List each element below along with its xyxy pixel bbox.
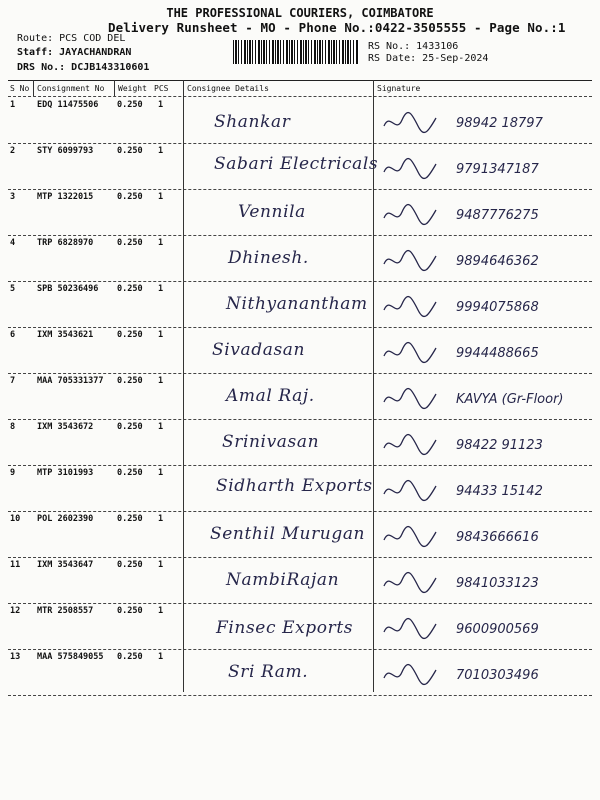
row-weight: 0.250 (117, 468, 143, 478)
row-sno: 3 (10, 192, 16, 202)
row-consignee: Amal Raj. (226, 386, 315, 406)
row-consignment-no: POL 2602390 (37, 514, 94, 524)
table-row (0, 558, 600, 604)
row-weight: 0.250 (117, 330, 143, 340)
row-sno: 7 (10, 376, 16, 386)
row-consignment-no: IXM 3543647 (37, 560, 94, 570)
row-consignee: Sri Ram. (228, 662, 309, 682)
runsheet-title: Delivery Runsheet - MO - Phone No.:0422-3505555 - Page No.:1 (108, 20, 566, 35)
row-consignment-no: TRP 6828970 (37, 238, 94, 248)
row-pcs: 1 (158, 606, 164, 616)
row-sno: 6 (10, 330, 16, 340)
row-consignee: Srinivasan (222, 432, 320, 452)
row-sno: 4 (10, 238, 16, 248)
table-header-rule (8, 96, 592, 97)
row-signature (374, 558, 592, 602)
signature-scribble (380, 292, 440, 322)
signature-phone: 9994075868 (456, 300, 539, 315)
signature-phone: 94433 15142 (456, 484, 543, 499)
row-weight: 0.250 (117, 192, 143, 202)
row-signature (374, 328, 592, 372)
table-row (0, 512, 600, 558)
row-consignment-no: EDQ 11475506 (37, 100, 99, 110)
table-row (0, 328, 600, 374)
row-signature (374, 650, 592, 694)
signature-phone: 9894646362 (456, 254, 539, 269)
signature-phone: KAVYA (Gr-Floor) (456, 392, 564, 407)
signature-scribble (380, 154, 440, 184)
row-weight: 0.250 (117, 606, 143, 616)
col-sep (114, 80, 115, 96)
row-consignment-no: IXM 3543672 (37, 422, 94, 432)
row-sno: 10 (10, 514, 21, 524)
table-row (0, 282, 600, 328)
row-separator (8, 695, 592, 696)
row-signature (374, 236, 592, 280)
row-consignee: Finsec Exports (216, 618, 354, 638)
row-consignment-no: IXM 3543621 (37, 330, 94, 340)
table-row (0, 98, 600, 144)
row-consignment-no: MTP 3101993 (37, 468, 94, 478)
row-weight: 0.250 (117, 514, 143, 524)
row-sno: 9 (10, 468, 16, 478)
signature-scribble (380, 614, 440, 644)
table-row (0, 604, 600, 650)
header-weight: Weight (118, 84, 147, 93)
row-sno: 1 (10, 100, 16, 110)
signature-scribble (380, 108, 440, 138)
signature-phone: 98422 91123 (456, 438, 543, 453)
row-sno: 5 (10, 284, 16, 294)
row-consignment-no: SPB 50236496 (37, 284, 99, 294)
row-weight: 0.250 (117, 284, 143, 294)
signature-scribble (380, 246, 440, 276)
signature-scribble (380, 430, 440, 460)
header-consignment: Consignment No (37, 84, 105, 93)
route-label: Route: PCS COD DEL (17, 33, 126, 44)
barcode (233, 40, 359, 64)
signature-scribble (380, 476, 440, 506)
header-sno: S No (10, 84, 30, 93)
row-pcs: 1 (158, 652, 164, 662)
signature-scribble (380, 384, 440, 414)
row-consignee: Sabari Electricals (214, 154, 379, 174)
signature-phone: 9487776275 (456, 208, 539, 223)
row-pcs: 1 (158, 284, 164, 294)
table-row (0, 144, 600, 190)
row-consignee: Sidharth Exports (216, 476, 373, 496)
company-name: THE PROFESSIONAL COURIERS, COIMBATORE (166, 6, 434, 20)
table-row (0, 420, 600, 466)
row-weight: 0.250 (117, 560, 143, 570)
staff-label: Staff: JAYACHANDRAN (17, 47, 132, 58)
row-pcs: 1 (158, 100, 164, 110)
row-sno: 11 (10, 560, 21, 570)
row-pcs: 1 (158, 560, 164, 570)
row-sno: 13 (10, 652, 21, 662)
col-sep (33, 80, 34, 96)
signature-phone: 9843666616 (456, 530, 539, 545)
table-row (0, 190, 600, 236)
table-row (0, 466, 600, 512)
row-signature (374, 374, 592, 418)
signature-phone: 9841033123 (456, 576, 539, 591)
signature-scribble (380, 522, 440, 552)
header-signature: Signature (377, 84, 421, 93)
row-pcs: 1 (158, 422, 164, 432)
table-top-rule (8, 80, 592, 81)
row-sno: 8 (10, 422, 16, 432)
row-signature (374, 282, 592, 326)
signature-phone: 9944488665 (456, 346, 539, 361)
row-consignee: Shankar (214, 112, 291, 132)
row-consignee: Nithyanantham (226, 294, 368, 314)
table-row (0, 650, 600, 696)
row-signature (374, 512, 592, 556)
row-consignee: Senthil Murugan (210, 524, 366, 544)
row-consignment-no: MAA 705331377 (37, 376, 104, 386)
row-weight: 0.250 (117, 376, 143, 386)
row-consignment-no: MTP 1322015 (37, 192, 94, 202)
row-consignee: Dhinesh. (228, 248, 309, 268)
row-consignment-no: STY 6099793 (37, 146, 94, 156)
row-pcs: 1 (158, 330, 164, 340)
row-signature (374, 466, 592, 510)
drs-number: DRS No.: DCJB143310601 (17, 62, 150, 73)
signature-scribble (380, 568, 440, 598)
signature-scribble (380, 200, 440, 230)
rs-number: RS No.: 1433106 (368, 41, 459, 52)
row-signature (374, 98, 592, 142)
row-consignment-no: MAA 575849055 (37, 652, 104, 662)
row-consignee: NambiRajan (226, 570, 340, 590)
row-sno: 2 (10, 146, 16, 156)
row-signature (374, 604, 592, 648)
signature-phone: 9791347187 (456, 162, 539, 177)
row-consignee: Vennila (238, 202, 306, 222)
row-pcs: 1 (158, 238, 164, 248)
table-row (0, 374, 600, 420)
row-consignment-no: MTR 2508557 (37, 606, 94, 616)
header-consignee: Consignee Details (187, 84, 269, 93)
row-signature (374, 144, 592, 188)
signature-scribble (380, 338, 440, 368)
row-weight: 0.250 (117, 100, 143, 110)
row-pcs: 1 (158, 146, 164, 156)
row-signature (374, 190, 592, 234)
row-pcs: 1 (158, 192, 164, 202)
signature-phone: 7010303496 (456, 668, 539, 683)
row-weight: 0.250 (117, 238, 143, 248)
row-pcs: 1 (158, 514, 164, 524)
row-sno: 12 (10, 606, 21, 616)
signature-scribble (380, 660, 440, 690)
row-consignee: Sivadasan (212, 340, 306, 360)
signature-phone: 98942 18797 (456, 116, 543, 131)
row-pcs: 1 (158, 468, 164, 478)
header-pcs: PCS (154, 84, 169, 93)
table-row (0, 236, 600, 282)
row-signature (374, 420, 592, 464)
rs-date: RS Date: 25-Sep-2024 (368, 53, 489, 64)
row-pcs: 1 (158, 376, 164, 386)
row-weight: 0.250 (117, 146, 143, 156)
signature-phone: 9600900569 (456, 622, 539, 637)
row-weight: 0.250 (117, 652, 143, 662)
row-weight: 0.250 (117, 422, 143, 432)
